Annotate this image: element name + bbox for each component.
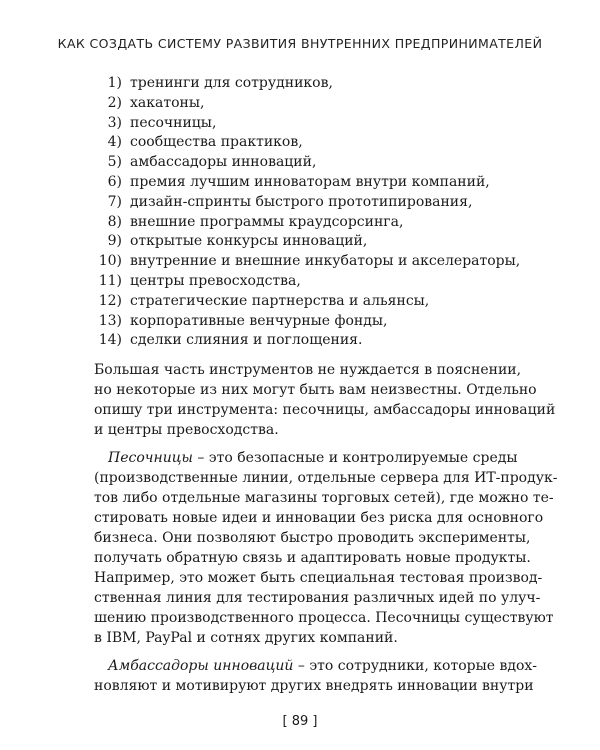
text-line: в IBM, PayPal и сотнях других компаний. xyxy=(94,630,398,646)
list-item-text: сообщества практиков, xyxy=(130,134,303,151)
text-line xyxy=(94,656,538,676)
paragraph-1 xyxy=(94,360,556,440)
list-item-text: хакатоны, xyxy=(130,94,205,111)
list-item-number: 10) xyxy=(98,253,122,270)
list-item-number: 4) xyxy=(107,134,122,151)
text-line: ственная линия для тестирования различных идей по улуч- xyxy=(94,590,541,606)
list-item-text: амбассадоры инноваций, xyxy=(130,154,317,171)
list-item-number: 5) xyxy=(107,154,122,171)
list-item-number: 8) xyxy=(107,213,122,230)
page-number: [ 89 ] xyxy=(282,714,318,729)
list-item-number: 12) xyxy=(98,292,122,309)
list-item xyxy=(96,74,520,94)
list-item-text: корпоративные венчурные фонды, xyxy=(130,312,388,329)
list-item xyxy=(96,252,520,272)
list-item xyxy=(96,272,520,292)
list-item-number: 1) xyxy=(107,75,122,91)
list-item-text: стратегические партнерства и альянсы, xyxy=(130,292,430,309)
text-line: но некоторые из них могут быть вам неизвестны. Отдельно xyxy=(94,382,537,398)
list-item-number: 13) xyxy=(98,312,122,329)
term-sandboxes: Песочницы xyxy=(108,450,193,466)
text-line: опишу три инструмента: песочницы, амбассадоры инноваций xyxy=(94,402,556,418)
definition-start: – это безопасные и контролируемые среды xyxy=(192,450,518,466)
text-line xyxy=(94,448,518,468)
text-line: тов либо отдельные магазины торговых сетей), где можно те- xyxy=(94,490,554,506)
list-item-text: дизайн-спринты быстрого прототипирования, xyxy=(130,193,473,210)
list-item xyxy=(96,193,520,213)
body-text xyxy=(94,360,558,696)
text-line: шению производственного процесса. Песочницы существуют xyxy=(94,610,554,626)
text-line: получать обратную связь и адаптировать новые продукты. xyxy=(94,550,531,566)
list-item-text: премия лучшим инноваторам внутри компаний, xyxy=(130,173,490,190)
list-item-number: 7) xyxy=(107,193,122,210)
list-item xyxy=(96,94,520,114)
list-item xyxy=(96,213,520,233)
list-item xyxy=(96,173,520,193)
paragraph-ambassadors xyxy=(94,656,538,696)
text-line: и центры превосходства. xyxy=(94,422,279,438)
list-item-text: сделки слияния и поглощения. xyxy=(130,332,363,349)
list-item-number: 11) xyxy=(98,272,122,289)
text-line: стировать новые идеи и инновации без риска для основного xyxy=(94,510,544,526)
text-line: Большая часть инструментов не нуждается в пояснении, xyxy=(94,362,522,378)
list-item-number: 6) xyxy=(107,173,122,190)
definition-start: – это сотрудники, которые вдох- xyxy=(293,658,538,674)
tools-list xyxy=(96,74,520,351)
text-line: бизнеса. Они позволяют быстро проводить эксперименты, xyxy=(94,530,531,546)
list-item xyxy=(96,331,520,351)
list-item-number: 2) xyxy=(107,94,122,111)
list-item-number: 9) xyxy=(107,233,122,250)
list-item xyxy=(96,114,520,134)
list-item xyxy=(96,153,520,173)
list-item-text: внутренние и внешние инкубаторы и акселераторы, xyxy=(130,253,521,270)
list-item-text: тренинги для сотрудников, xyxy=(130,75,333,91)
list-item xyxy=(96,292,520,312)
text-line: (производственные линии, отдельные сервера для ИТ-продук- xyxy=(94,470,558,486)
list-item xyxy=(96,232,520,252)
text-line: Например, это может быть специальная тестовая производ- xyxy=(94,570,543,586)
running-header: КАК СОЗДАТЬ СИСТЕМУ РАЗВИТИЯ ВНУТРЕННИХ ПРЕДПРИНИМАТЕЛЕЙ xyxy=(57,36,543,51)
list-item-text: песочницы, xyxy=(130,114,217,131)
list-item-text: открытые конкурсы инноваций, xyxy=(130,233,368,250)
list-item xyxy=(96,133,520,153)
text-line: новляют и мотивируют других внедрять инновации внутри xyxy=(94,678,534,694)
paragraph-sandboxes xyxy=(94,448,558,648)
term-ambassadors: Амбассадоры инноваций xyxy=(108,658,294,674)
list-item-text: внешние программы краудсорсинга, xyxy=(130,213,404,230)
list-item-text: центры превосходства, xyxy=(130,272,301,289)
list-item-number: 14) xyxy=(98,332,122,349)
list-item xyxy=(96,312,520,332)
list-item-number: 3) xyxy=(107,114,122,131)
